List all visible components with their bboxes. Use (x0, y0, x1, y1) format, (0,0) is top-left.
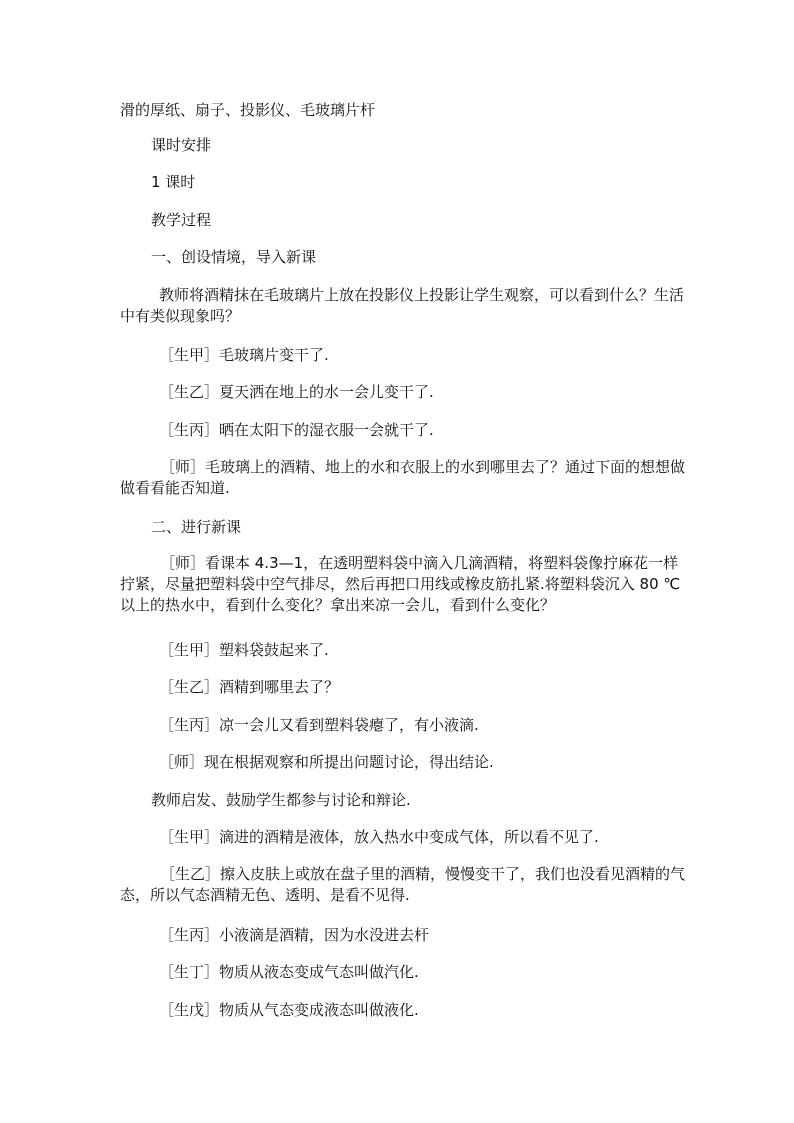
text-line-lesson-count: 1 课时 (151, 173, 196, 191)
heading-lesson-arrangement: 课时安排 (151, 136, 212, 154)
text-line-materials: 滑的厚纸、扇子、投影仪、毛玻璃片杆 (120, 101, 376, 119)
dialogue-line: ［生乙］夏天洒在地上的水一会儿变干了. (159, 383, 434, 401)
heading-teaching-process: 教学过程 (151, 211, 212, 229)
dialogue-line: ［生丙］凉一会儿又看到塑料袋瘪了，有小液滴. (159, 716, 479, 734)
paragraph-teacher-demo: 教师将酒精抹在毛玻璃片上放在投影仪上投影让学生观察，可以看到什么？生活中有类似现象吗？ (120, 286, 685, 325)
dialogue-paragraph-teacher: ［师］毛玻璃上的酒精、地上的水和衣服上的水到哪里去了？通过下面的想想做做看看能否知道. (120, 458, 686, 497)
dialogue-paragraph-observation: ［生乙］擦入皮肤上或放在盘子里的酒精，慢慢变干了，我们也没看见酒精的气态，所以气态酒精无色、透明、是看不见得. (120, 865, 686, 904)
dialogue-line: ［生乙］酒精到哪里去了？ (159, 678, 340, 696)
dialogue-line: ［师］现在根据观察和所提出问题讨论，得出结论. (159, 753, 494, 771)
dialogue-line: ［生丙］晒在太阳下的湿衣服一会就干了. (159, 421, 434, 439)
section-heading-new-lesson: 二、进行新课 (151, 518, 242, 536)
dialogue-line: ［生丁］物质从液态变成气态叫做汽化. (159, 963, 419, 981)
dialogue-line: ［生甲］塑料袋鼓起来了. (159, 641, 329, 659)
section-heading-intro: 一、创设情境，导入新课 (151, 248, 317, 266)
text-line-discussion: 教师启发、鼓励学生都参与讨论和辩论. (151, 791, 411, 809)
dialogue-line: ［生戊］物质从气态变成液态叫做液化. (159, 1001, 419, 1019)
dialogue-line: ［生丙］小液滴是酒精，因为水没进去杆 (159, 926, 430, 944)
dialogue-line: ［生甲］毛玻璃片变干了. (159, 346, 329, 364)
dialogue-line: ［生甲］滴进的酒精是液体，放入热水中变成气体，所以看不见了. (159, 828, 599, 846)
dialogue-paragraph-experiment: ［师］看课本 4.3—1，在透明塑料袋中滴入几滴酒精，将塑料袋像拧麻花一样拧紧，尽量把塑料袋中空气排尽，然后再把口用线或橡皮筋扎紧.将塑料袋沉入 80 ℃以上的热水中，看到什么变化？拿出来凉一会儿，看到什么变化？ (120, 554, 681, 614)
